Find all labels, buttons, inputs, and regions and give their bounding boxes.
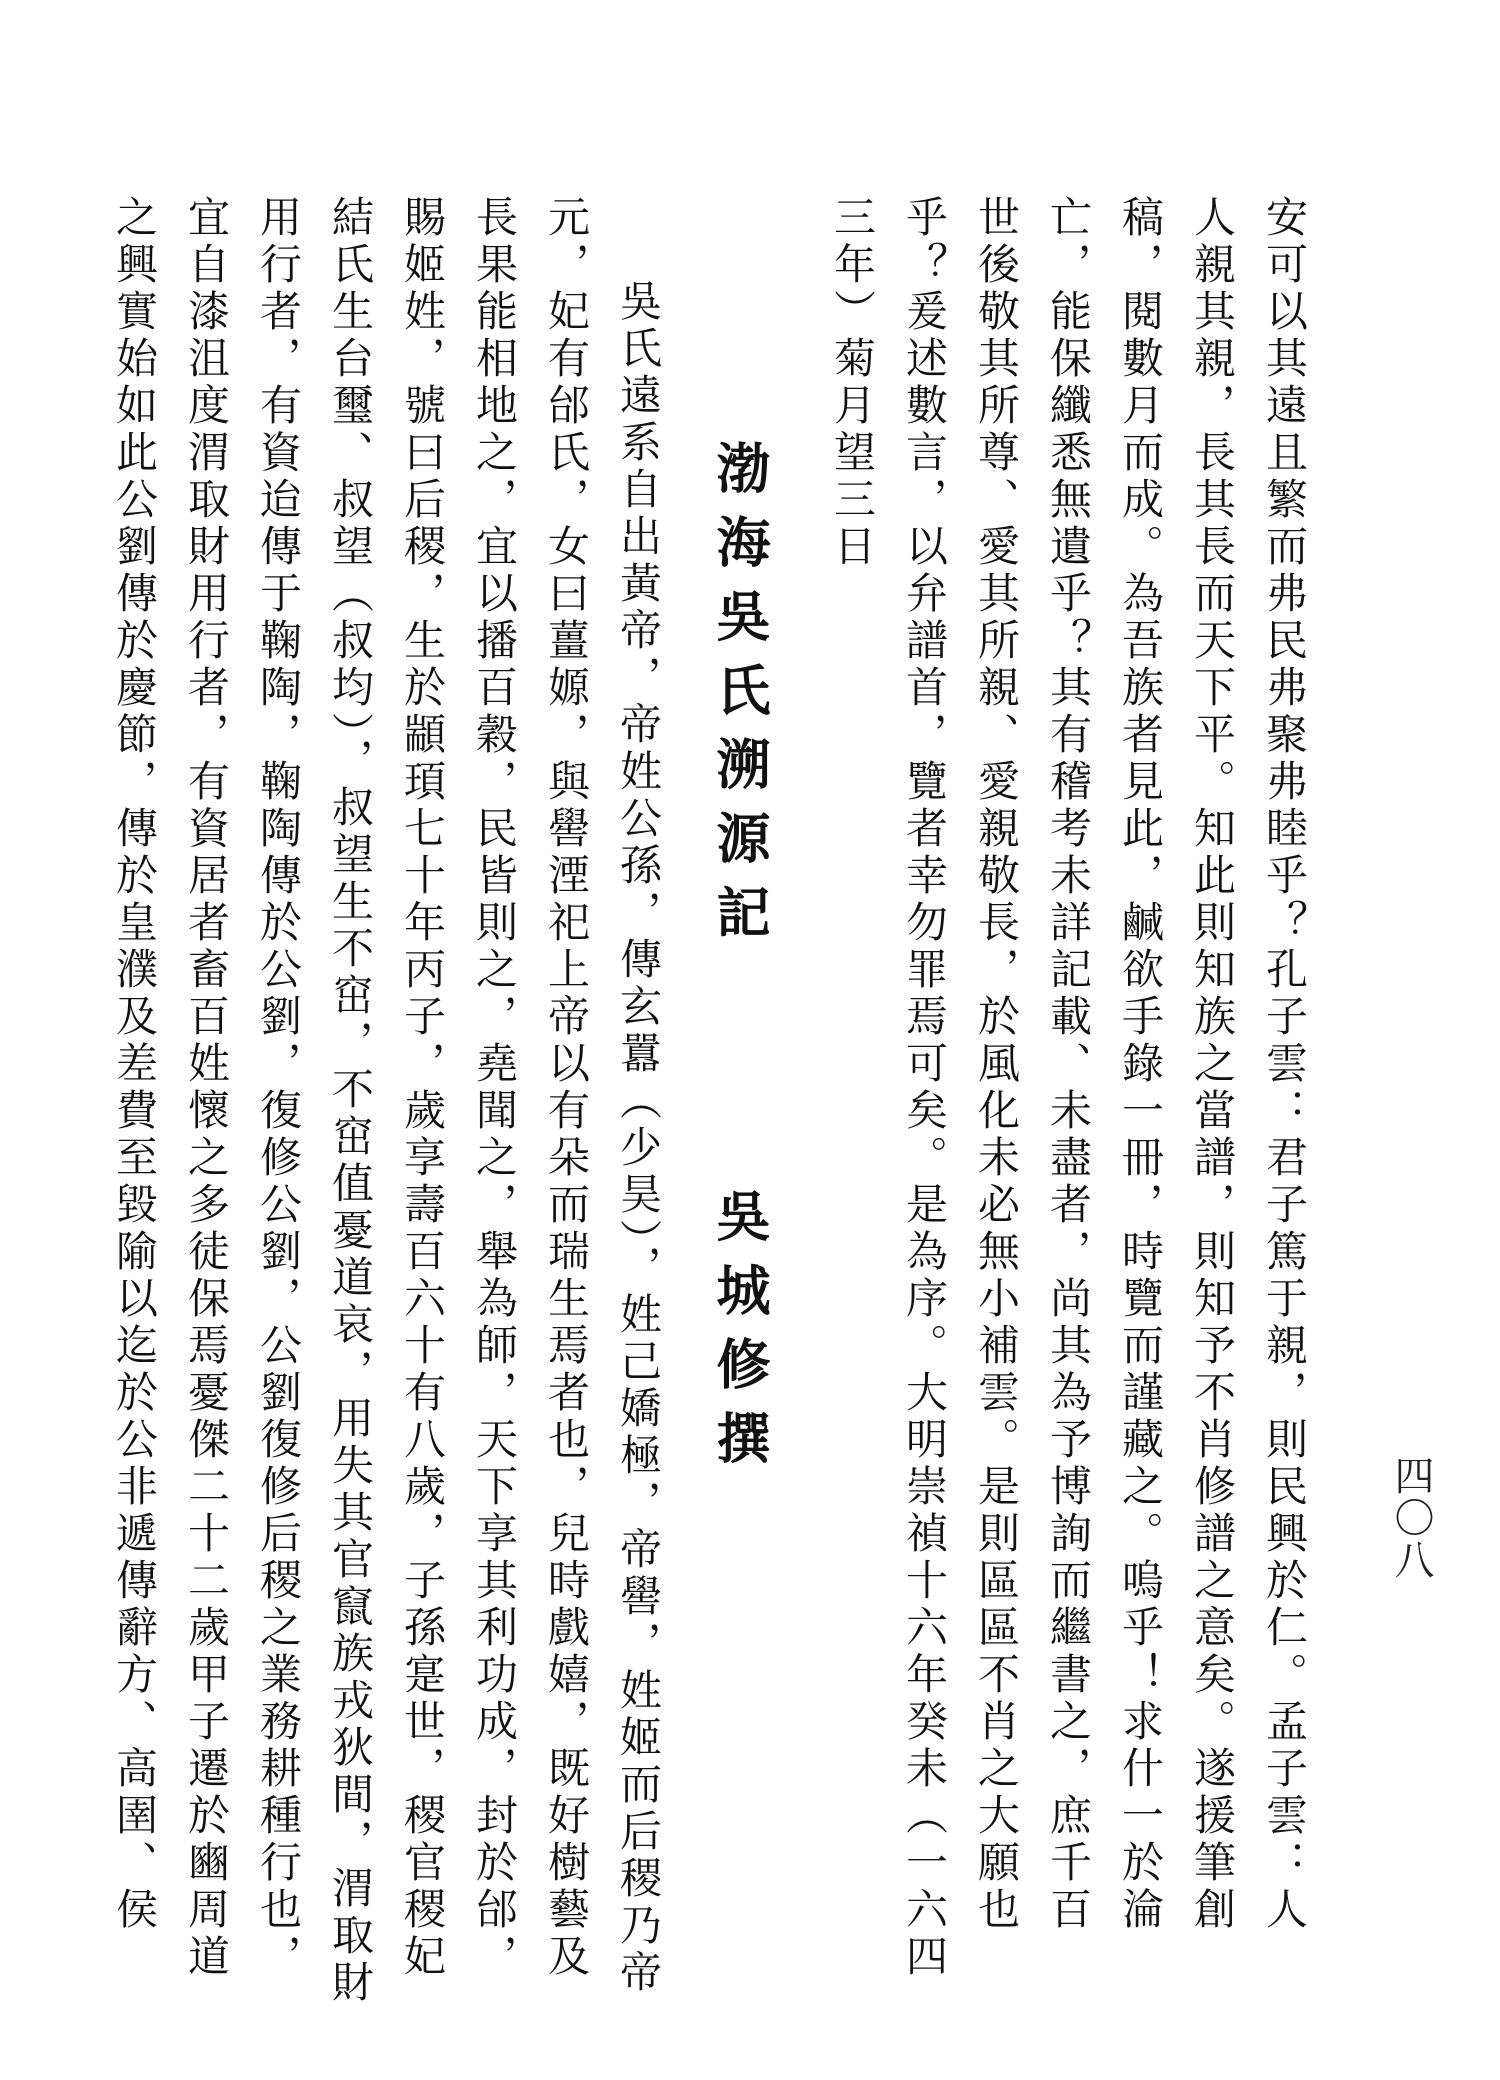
body-column: 長果能相地之，宜以播百穀，民皆則之，堯聞之，舉為師，天下享其利功成，封於邰， — [470, 195, 519, 1981]
body-column: 用行者，有資迨傳于鞠陶，鞠陶傳於公劉，復修公劉，公劉復修后稷之業務耕種行也， — [254, 195, 303, 1981]
page-number: 四〇八 — [1388, 1455, 1434, 1581]
preface-column: 世後敬其所尊、愛其所親、愛親敬長，於風化未必無小補雲。是則區區不肖之大願也 — [972, 195, 1021, 1934]
preface-column: 安可以其遠且繁而弗民弗聚弗睦乎？孔子雲：君子篤于親，則民興於仁。孟子雲：人 — [1260, 195, 1309, 1934]
section-author: 吳城修撰 — [708, 1188, 772, 1484]
section-heading — [704, 195, 776, 1915]
preface-column: 亡，能保纖悉無遺乎？其有稽考未詳記載、未盡者，尚其為予博詢而繼書之，庶千百 — [1044, 195, 1093, 1934]
body-column: 結氏生台璽、叔望（叔均），叔望生不窋，不窋值憂道哀，用失其官竄族戎狄間，渭取財 — [326, 195, 375, 2007]
body-column: 元，妃有邰氏，女曰薑嫄，與嚳湮祀上帝以有朵而瑞生焉者也，兒時戲嬉，既好樹藝及 — [542, 195, 591, 1981]
section-title: 渤海吳氏溯源記 — [708, 440, 772, 958]
vertical-text-block — [110, 195, 1320, 2007]
body-column: 賜姬姓，號曰后稷，生於顓頊七十年丙子，歲享壽百六十有八歲，子孫寔世，稷官稷妃 — [398, 195, 447, 1981]
body-column: 宜自漆沮度渭取財用行者，有資居者畜百姓懷之多徒保焉憂傑二十二歲甲子遷於豳周道 — [182, 195, 231, 1981]
body-column: 之興實始如此公劉傳於慶節，傳於皇濮及差費至毀隃以迄於公非遞傳辭方、高圉、侯 — [110, 195, 159, 1934]
preface-column: 稿，閱數月而成。為吾族者見此，鹹欲手錄一冊，時覽而謹藏之。嗚乎！求什一於淪 — [1116, 195, 1165, 1934]
preface-column: 乎？爰述數言，以弁譜首，覽者幸勿罪焉可矣。是為序。大明崇禎十六年癸未（一六四 — [900, 195, 949, 1981]
preface-column: 人親其親，長其長而天下平。知此則知族之當譜，則知予不肖修譜之意矣。遂援筆創 — [1188, 195, 1237, 1934]
preface-column: 三年）菊月望三日 — [828, 195, 877, 571]
body-column: 吳氏遠系自出黃帝，帝姓公孫，傳玄囂（少昊），姓己嬌極，帝嚳，姓姬而后稷乃帝 — [614, 279, 663, 1997]
